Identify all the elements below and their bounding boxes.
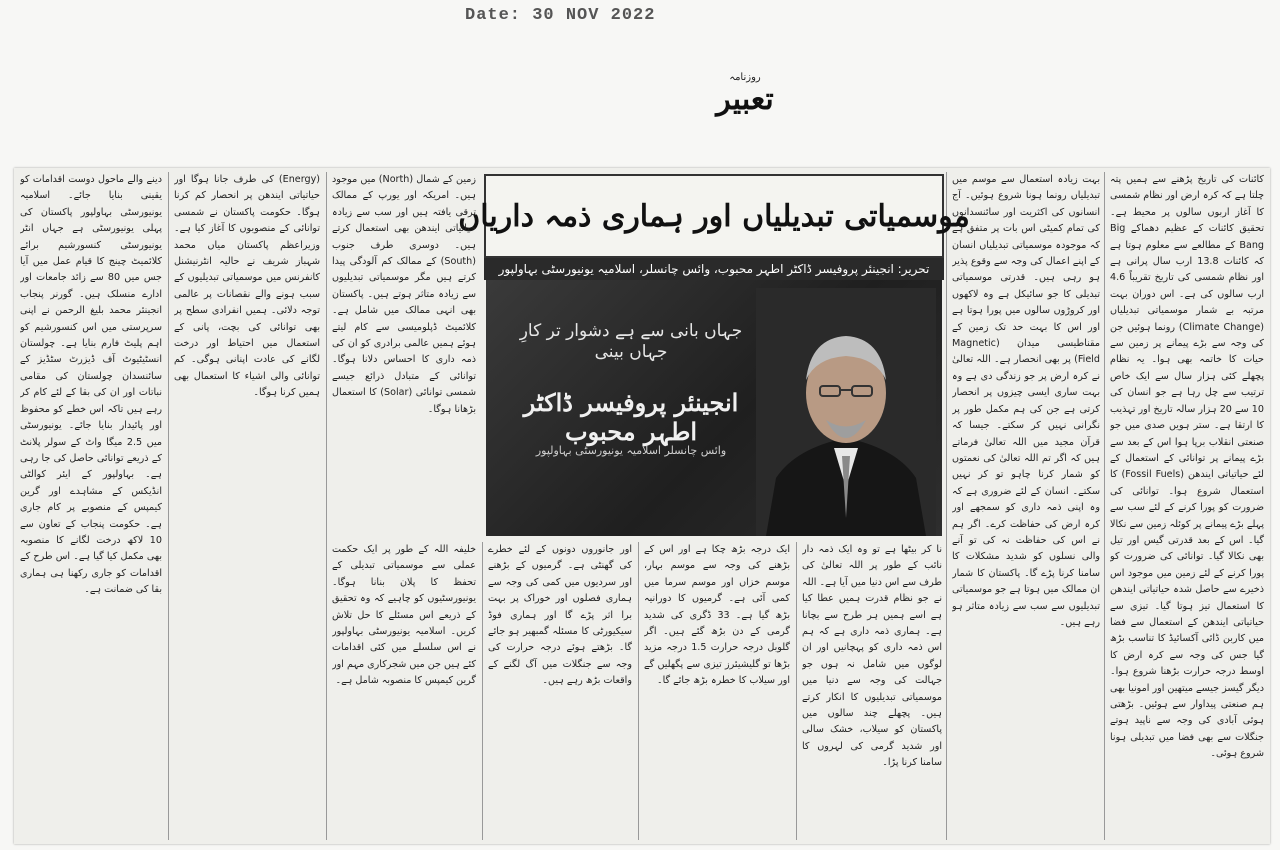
column-divider bbox=[638, 542, 639, 840]
article-byline: تحریر: انجینئر پروفیسر ڈاکٹر اطہر محبوب، وائس چانسلر، اسلامیہ یونیورسٹی بہاولپور bbox=[484, 258, 944, 280]
article-column-4: ایک درجہ بڑھ چکا ہے اور اس کے بڑھنے کی وجہ سے موسم بہار، موسم خزاں اور موسم سرما میں کمی آئی ہے۔ گرمیوں کا دورانیہ بڑھ گیا ہے۔ 33 ڈگری کی شدید گرمی کے دن بڑھ گئے ہیں۔ اگر گلوبل درجہ حرارت 1.5 درجہ مزید بڑھا تو گلیشیئرز تیزی سے پگھلیں گے اور سیلاب کا خطرہ بڑھ جائے گا۔ bbox=[644, 544, 790, 687]
article-column-2: بہت زیادہ استعمال سے موسم میں تبدیلیاں رونما ہونا شروع ہوئیں۔ آج انسانوں کی اکثریت اور سائنسدانوں کی تمام کمیٹی اس بات پر متفق ہے کہ موجودہ موسمیاتی تبدیلیاں انسان کے اپنے اعمال کی وجہ سے وقوع پذیر ہو رہی ہیں۔ قدرتی موسمیاتی تبدیلی کا جو سائیکل ہے وہ لاکھوں اور کروڑوں سالوں میں پورا ہوتا ہے اور اس کا بہت حد تک زمین کے مقناطیسی میدان (Magnetic Field) پر بھی انحصار ہے۔ اللہ تعالیٰ نے کرہ ارض پر جو زندگی دی ہے وہ بہت ساری ایسی چیزوں پر انحصار کرتی ہے جن کی ہم مکمل طور پر نگرانی نہیں کر سکتے۔ جیسا کہ قرآن مجید میں اللہ تعالیٰ فرماتے ہیں کہ اگر تم اللہ تعالیٰ کی نعمتوں کو شمار کرنا چاہو تو کر نہیں سکتے۔ انسان کے لئے ضروری ہے کہ وہ اپنی ذمہ داری کو سمجھے اور کرہ ارض کی حفاظت کرے۔ اگر ہم نے اس کی حفاظت نہ کی تو آنے والی نسلوں کو شدید مشکلات کا سامنا کرنا پڑے گا۔ پاکستان کا شمار ان ممالک میں ہوتا ہے جو موسمیاتی تبدیلیوں سے سب سے زیادہ متاثر ہو رہے ہیں۔ bbox=[952, 174, 1100, 628]
article-column-6: خلیفہ اللہ کے طور پر ایک حکمت عملی سے موسمیاتی تبدیلی کے تحفظ کا پلان بنانا ہوگا۔ یونیورسٹیوں کو چاہیے کہ وہ تحقیق کے ذریعے اس مسئلے کا حل تلاش کریں۔ اسلامیہ یونیورسٹی بہاولپور نے اس سلسلے میں کئی اقدامات کئے ہیں جن میں شجرکاری مہم اور گرین کیمپس کا منصوبہ شامل ہے۔ bbox=[332, 544, 476, 687]
photo-author-name: انجینئر پروفیسر ڈاکٹر اطہر محبوب bbox=[523, 388, 739, 446]
column-divider bbox=[482, 542, 483, 840]
article-column-3: نا کر بیٹھا ہے تو وہ ایک ذمہ دار نائب کے طور پر اللہ تعالیٰ کی طرف سے اس دنیا میں آیا ہے۔ اللہ نے جو نظام قدرت ہمیں عطا کیا ہے اسے ہمیں ہر طرح سے بچانا ہے۔ ہماری ذمہ داری ہے کہ ہم اس ذمہ داری کو پہچانیں اور ان لوگوں میں شامل نہ ہوں جو جہالت کی وجہ سے دنیا میں موسمیاتی تبدیلیوں کا انکار کرتے ہیں۔ پچھلے چند سالوں میں پاکستان کو سیلاب، خشک سالی اور شدید گرمی کی لہروں کا سامنا کرنا پڑا۔ bbox=[802, 544, 942, 769]
author-photo-panel bbox=[486, 280, 942, 536]
article-column-1: کائنات کی تاریخ پڑھنے سے ہمیں پتہ چلتا ہے کہ کرہ ارض اور نظام شمسی کا آغاز اربوں سالوں پر محیط ہے۔ تحقیق کائنات کے عظیم دھماکے Big Bang کے مطالعے سے معلوم ہوتا ہے کہ کائنات 13.8 ارب سال پرانی ہے اور نظام شمسی کی تاریخ تقریباً 4.6 ارب سالوں کی ہے۔ اس دوران بہت مرتبہ بے شمار موسمیاتی تبدیلیاں (Climate Change) رونما ہوئیں جن کی وجہ سے بڑے پیمانے پر زمین سے حیات کا خاتمہ بھی ہوا۔ یہ نظام پچھلے کئی ہزار سال سے ایک خاص ترتیب سے چل رہا ہے جو انسان کی 10 سے 20 ہزار سالہ تاریخ اور تہذیب کا ارتقا ہے۔ ستر ہویں صدی میں جو صنعتی انقلاب برپا ہوا اس کے بعد سے بڑے پیمانے پر توانائی کے استعمال کے لئے حیاتیاتی ایندھن (Fossil Fuels) کا استعمال شروع ہوا۔ توانائی کی ضرورت کو پورا کرنے کے لئے سب سے پہلے بڑے پیمانے پر کوئلہ زمین سے نکالا گیا۔ اس کے بعد قدرتی گیس اور تیل بھی نکالا گیا۔ توانائی کی ضرورت کو پورا کرنے کے لئے زمین میں موجود اس ذخیرے سے حاصل شدہ حیاتیاتی ایندھن کا استعمال تیز ہوتا گیا۔ تیزی سے حیاتیاتی ایندھن کے استعمال سے فضا میں کاربن ڈائی آکسائیڈ کا تناسب بڑھ گیا جس کی وجہ سے کرہ ارض کا اوسط درجہ حرارت بڑھنا شروع ہوا۔ دیگر گیسز جیسے میتھین اور امونیا بھی ہم صنعتی پیداوار سے ہوئیں۔ بڑھتی ہوئی آبادی کی وجہ سے ناپید ہوتے جنگلات سے بھی فضا میں تبدیلی ہونا شروع ہوئی۔ bbox=[1110, 174, 1264, 760]
column-divider bbox=[946, 172, 947, 840]
column-divider bbox=[168, 172, 169, 840]
article-column-8: (Energy) کی طرف جانا ہوگا اور حیاتیاتی ایندھن پر انحصار کم کرنا ہوگا۔ حکومت پاکستان نے شمسی توانائی کے منصوبوں کا آغاز کیا ہے۔ وزیراعظم پاکستان میاں محمد شہباز شریف نے حالیہ انٹرنیشنل کانفرنس میں موسمیاتی تبدیلیوں کے سبب ہونے والے نقصانات پر عالمی توجہ دلائی۔ ہمیں انفرادی سطح پر بھی توانائی کی بچت، پانی کے استعمال میں احتیاط اور درخت لگانے کی عادت اپنانی ہوگی۔ کم توانائی والی اشیاء کا استعمال بھی ہمیں کرنا ہوگا۔ bbox=[174, 174, 320, 399]
masthead-small: روزنامہ bbox=[729, 72, 761, 83]
date-stamp: Date: 30 NOV 2022 bbox=[465, 6, 656, 25]
column-divider bbox=[326, 172, 327, 840]
photo-quote: جہاں بانی سے ہے دشوار تر کارِ جہاں بینی bbox=[519, 321, 743, 362]
article-headline: موسمیاتی تبدیلیاں اور ہماری ذمہ داریاں bbox=[458, 198, 970, 234]
masthead-title: تعبیر bbox=[716, 82, 774, 117]
photo-author-title: وائس چانسلر اسلامیہ یونیورسٹی بہاولپور bbox=[535, 444, 727, 457]
author-portrait-image bbox=[756, 288, 936, 536]
article-column-5: اور جانوروں دونوں کے لئے خطرے کی گھنٹی ہے۔ گرمیوں کے بڑھنے اور سردیوں میں کمی کی وجہ سے ہماری فصلوں اور خوراک پر بہت برا اثر پڑے گا اور ہماری فوڈ سیکیورٹی کا مسئلہ گمبھیر ہو جائے گا۔ بڑھتے ہوئے درجہ حرارت کی وجہ سے جنگلات میں آگ لگنے کے واقعات بڑھ رہے ہیں۔ bbox=[488, 544, 632, 687]
newspaper-clipping bbox=[14, 168, 1270, 844]
column-divider bbox=[1104, 172, 1105, 840]
column-divider bbox=[796, 542, 797, 840]
article-column-9: دینے والے ماحول دوست اقدامات کو یقینی بنایا جائے۔ اسلامیہ یونیورسٹی بہاولپور پاکستان کی پہلی یونیورسٹی ہے جہاں انٹر یونیورسٹی کنسورشیم برائے کلائمیٹ چینج کا قیام عمل میں آیا جس میں 80 سے زائد جامعات اور ادارے منسلک ہیں۔ گورنر پنجاب انجینئر محمد بلیغ الرحمن نے اپنی سرپرستی میں اس کنسورشیم کو اہم پلیٹ فارم بنایا ہے۔ چولستان انسٹیٹیوٹ آف ڈیزرٹ سٹڈیز کے سائنسدان چولستان کی مقامی نباتات اور ان کی بقا کے لئے کام کر رہے ہیں تاکہ اس خطے کو محفوظ اور پائیدار بنایا جائے۔ یونیورسٹی میں 2.5 میگا واٹ کے سولر پلانٹ کے ذریعے توانائی حاصل کی جا رہی ہے۔ بہاولپور کے ایئر کوالٹی انڈیکس کے مشاہدے اور گرین کیمپس کے منصوبے پر کام جاری ہے۔ حکومت پنجاب کے تعاون سے 10 لاکھ درخت لگانے کا منصوبہ بھی مکمل کیا گیا ہے۔ اس طرح کے اقدامات کو جاری رکھنا ہی ہماری بقا کی ضمانت ہے۔ bbox=[20, 174, 162, 596]
article-column-7: زمین کے شمال (North) میں موجود ہیں۔ امریکہ اور یورپ کے ممالک ترقی یافتہ ہیں اور سب سے زیادہ حیاتیاتی ایندھن بھی استعمال کرتے ہیں۔ دوسری طرف جنوب (South) کے ممالک کم آلودگی پیدا کرتے ہیں مگر موسمیاتی تبدیلیوں سے زیادہ متاثر ہوتے ہیں۔ پاکستان بھی انہی ممالک میں شامل ہے۔ کلائمیٹ ڈپلومیسی سے کام لیتے ہوئے ہمیں عالمی برادری کو ان کی ذمہ داری کا احساس دلانا ہوگا۔ توانائی کے متبادل ذرائع جیسے شمسی توانائی (Solar) کا استعمال بڑھانا ہوگا۔ bbox=[332, 174, 476, 415]
headline-box bbox=[458, 174, 970, 258]
newspaper-masthead bbox=[690, 72, 800, 117]
